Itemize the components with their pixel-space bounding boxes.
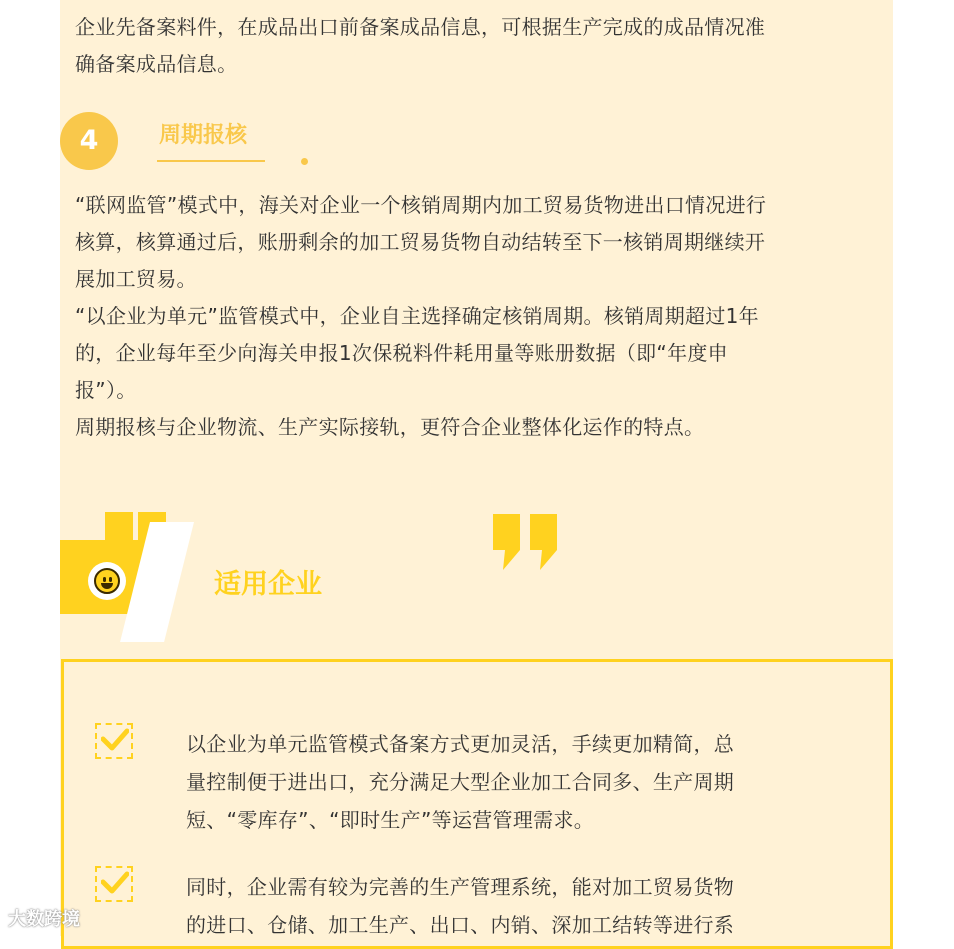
list-item-line: 短、“零库存”、“即时生产”等运营管理需求。 xyxy=(186,808,595,832)
section-title: 周期报核 xyxy=(159,123,248,148)
body-line: “以企业为单元”监管模式中，企业自主选择确定核销周期。核销周期超过1年 xyxy=(75,304,759,328)
checkmark-icon xyxy=(95,723,133,759)
section-number: 4 xyxy=(79,125,99,156)
checkmark-glyph xyxy=(101,727,129,753)
body-line: 展加工贸易。 xyxy=(75,267,197,291)
intro-paragraph xyxy=(75,9,881,83)
body-line: 周期报核与企业物流、生产实际接轨，更符合企业整体化运作的特点。 xyxy=(75,415,705,439)
list-item xyxy=(186,725,862,839)
body-line: 的，企业每年至少向海关申报1次保税料件耗用量等账册数据（即“年度申 xyxy=(75,341,728,365)
intro-line: 确备案成品信息。 xyxy=(75,52,238,76)
checkmark-icon xyxy=(95,866,133,902)
watermark: 大数跨境 xyxy=(8,909,80,930)
list-item xyxy=(186,868,862,944)
list-item-line: 的进口、仓储、加工生产、出口、内销、深加工结转等进行系 xyxy=(186,913,735,937)
section-body xyxy=(75,187,881,446)
quote-mark-icon xyxy=(493,514,520,570)
smiley-eye xyxy=(103,577,106,582)
smiley-mouth xyxy=(101,583,113,589)
body-line: 报”）。 xyxy=(75,378,137,402)
smiley-eye xyxy=(109,577,112,582)
list-item-line: 同时，企业需有较为完善的生产管理系统，能对加工贸易货物 xyxy=(186,875,735,899)
quote-mark-icon xyxy=(530,514,557,570)
smiley-icon xyxy=(88,562,126,600)
list-item-line: 量控制便于进出口，充分满足大型企业加工合同多、生产周期 xyxy=(186,770,735,794)
smiley-face xyxy=(94,568,120,594)
banner-tab xyxy=(105,512,133,542)
intro-line: 企业先备案料件，在成品出口前备案成品信息，可根据生产完成的成品情况准 xyxy=(75,15,766,39)
body-line: 核算，核算通过后，账册剩余的加工贸易货物自动结转至下一核销周期继续开 xyxy=(75,230,766,254)
list-item-line: 以企业为单元监管模式备案方式更加灵活，手续更加精简，总 xyxy=(186,732,735,756)
banner-title: 适用企业 xyxy=(214,569,322,600)
section-title-underline xyxy=(157,160,265,162)
checkmark-glyph xyxy=(101,870,129,896)
body-line: “联网监管”模式中，海关对企业一个核销周期内加工贸易货物进出口情况进行 xyxy=(75,193,767,217)
decorative-dot xyxy=(301,158,308,165)
